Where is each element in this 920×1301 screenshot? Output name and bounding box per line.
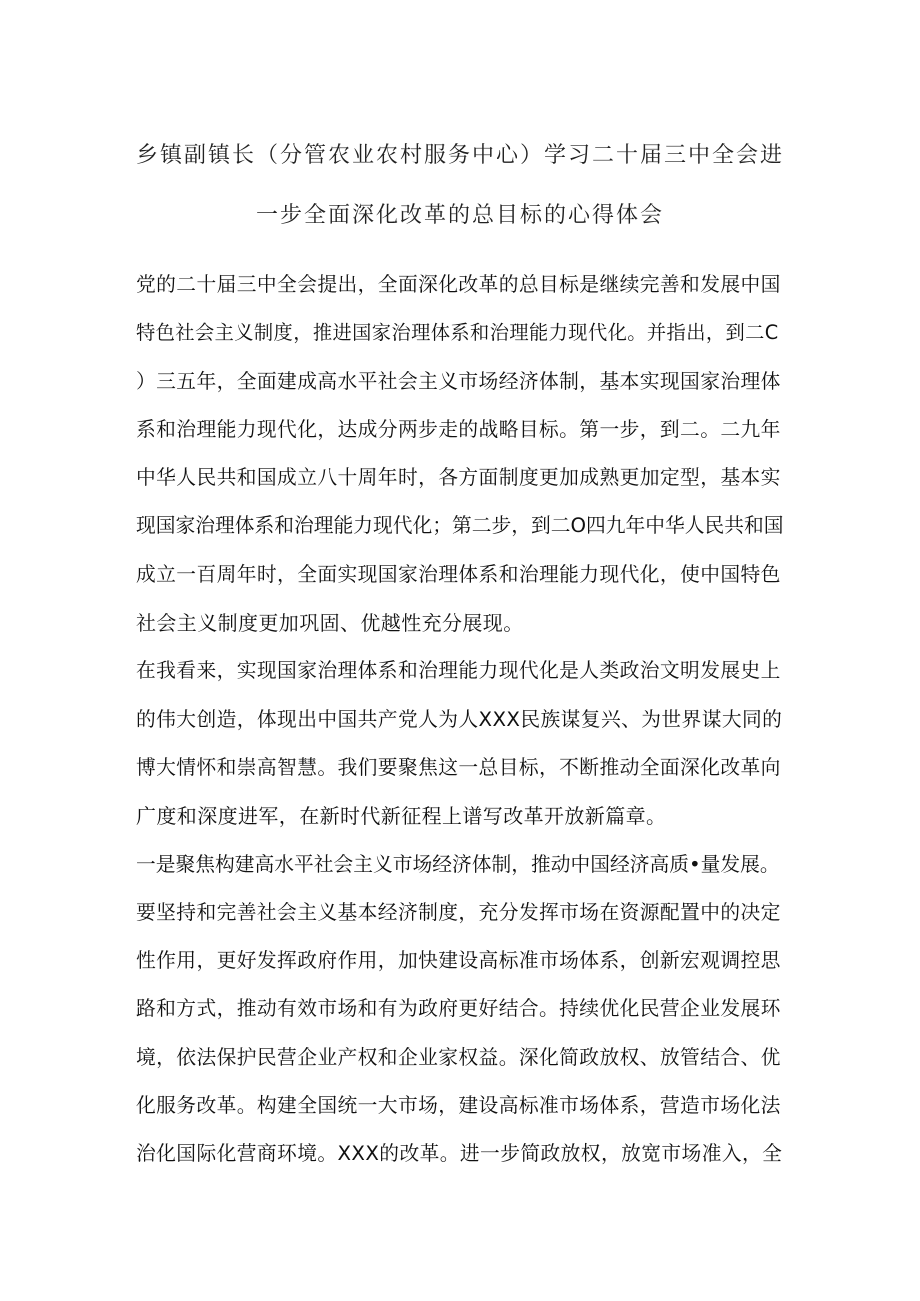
body-line: 成立一百周年时，全面实现国家治理体系和治理能力现代化，使中国特色	[136, 562, 781, 586]
document-title-line-2: 一步全面深化改革的总目标的心得体会	[255, 203, 664, 228]
body-line: 路和方式，推动有效市场和有为政府更好结合。持续优化民营企业发展环	[136, 997, 781, 1021]
body-line: 系和治理能力现代化，达成分两步走的战略目标。第一步，到二。二九年	[136, 417, 781, 441]
body-line: 广度和深度进军，在新时代新征程上谱写改革开放新篇章。	[136, 804, 667, 829]
body-line: 的伟大创造，体现出中国共产党人为人XXX民族谋复兴、为世界谋大同的	[136, 707, 783, 731]
document-body	[136, 268, 786, 1186]
body-line: 博大情怀和崇高智慧。我们要聚焦这一总目标，不断推动全面深化改革向	[136, 755, 781, 779]
body-line: 社会主义制度更加巩固、优越性充分展现。	[136, 611, 524, 636]
body-line: 一是聚焦构建高水平社会主义市场经济体制，推动中国经济高质•量发展。	[136, 852, 780, 876]
body-line: 中华人民共和国成立八十周年时，各方面制度更加成熟更加定型，基本实	[136, 466, 781, 490]
body-line: 特色社会主义制度，推进国家治理体系和治理能力现代化。并指出，到二C	[136, 321, 779, 345]
body-line: 治化国际化营商环境。XXX的改革。进一步简政放权，放宽市场准入，全	[136, 1142, 783, 1166]
body-line: ）三五年，全面建成高水平社会主义市场经济体制，基本实现国家治理体	[136, 369, 781, 393]
document-title-line-1: 乡镇副镇长（分管农业农村服务中心）学习二十届三中全会进	[135, 143, 784, 168]
body-line: 在我看来，实现国家治理体系和治理能力现代化是人类政治文明发展史上	[136, 659, 781, 683]
body-line: 党的二十届三中全会提出，全面深化改革的总目标是继续完善和发展中国	[136, 273, 781, 296]
body-line: 要坚持和完善社会主义基本经济制度，充分发挥市场在资源配置中的决定	[136, 900, 781, 924]
body-line: 性作用，更好发挥政府作用，加快建设高标准市场体系，创新宏观调控思	[136, 949, 781, 973]
body-line: 化服务改革。构建全国统一大市场，建设高标准市场体系，营造市场化法	[136, 1094, 781, 1118]
body-line: 现国家治理体系和治理能力现代化；第二步，到二O四九年中华人民共和国	[136, 514, 784, 538]
body-line: 境，依法保护民营企业产权和企业家权益。深化简政放权、放管结合、优	[136, 1045, 781, 1069]
